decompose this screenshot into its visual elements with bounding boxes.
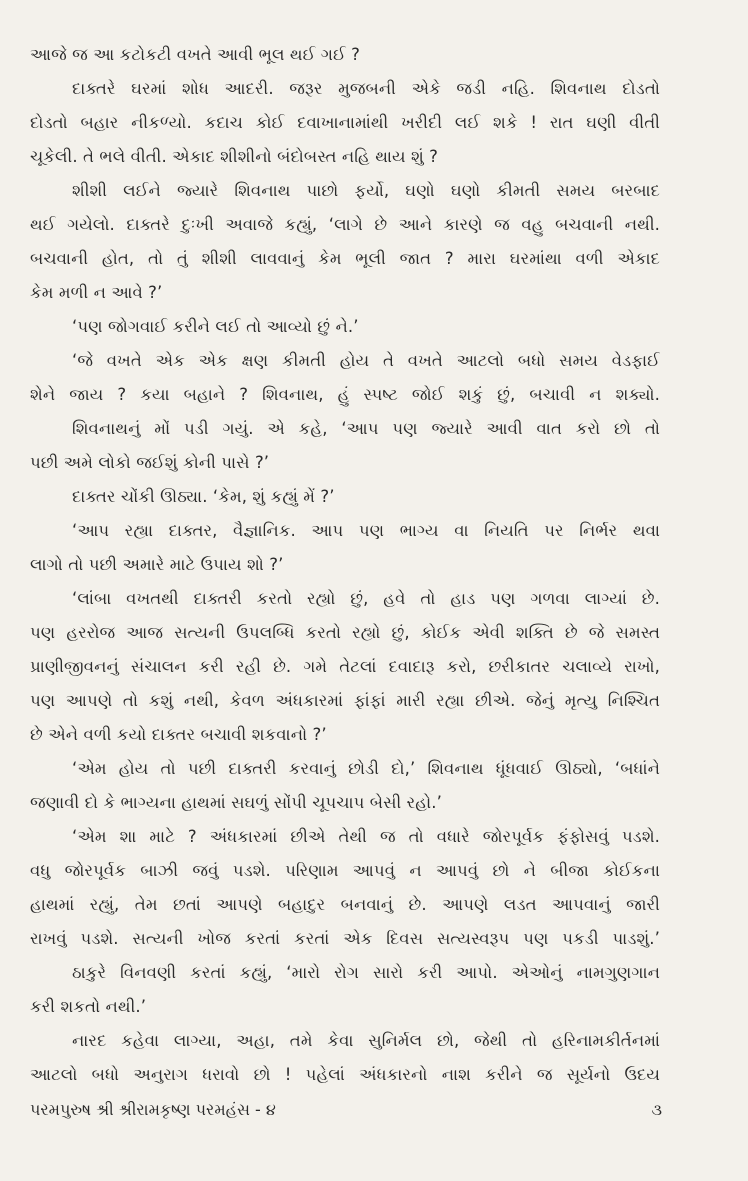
text-line: છે એને વળી કયો દાક્તર બચાવી શકવાનો ?’: [30, 725, 327, 744]
text-line: ‘એમ હોય તો પછી દાક્તરી કરવાનું છોડી દો,’ શિવનાથ ધૂંધવાઈ ઊઠ્યો, ‘બધાંને: [72, 759, 660, 778]
text-line: રાખવું પડશે. સત્યની ખોજ કરતાં કરતાં એક દિવસ સત્યસ્વરૂપ પણ પકડી પાડશું.’: [30, 929, 660, 948]
text-line: દાક્તર ચોંકી ઊઠ્યા. ‘કેમ, શું કહ્યું મેં ?’: [72, 487, 335, 506]
text-line: દોડતો બહાર નીકળ્યો. કદાચ કોઈ દવાખાનામાંથી ખરીદી લઈ શકે ! રાત ઘણી વીતી: [30, 113, 660, 132]
text-line: શેને જાય ? કયા બહાને ? શિવનાથ, હું સ્પષ્ટ જોઈ શકું છું, બચાવી ન શક્યો.: [30, 385, 660, 404]
text-line: પ્રાણીજીવનનું સંચાલન કરી રહી છે. ગમે તેટલાં દવાદારૂ કરો, છરીકાતર ચલાવ્યે રાખો,: [30, 657, 660, 676]
text-line: ‘જે વખતે એક એક ક્ષણ કીમતી હોય તે વખતે આટલો બધો સમય વેડફાઈ: [72, 351, 660, 370]
text-line: દાક્તરે ઘરમાં શોધ આદરી. જરૂર મુજબની એકે જડી નહિ. શિવનાથ દોડતો: [72, 79, 660, 98]
text-line: આજે જ આ કટોકટી વખતે આવી ભૂલ થઈ ગઈ ?: [30, 45, 361, 64]
text-line: ‘એમ શા માટે ? અંધકારમાં છીએ તેથી જ તો વધારે જોરપૂર્વક ફંફોસવું પડશે.: [72, 827, 660, 846]
text-line: ચૂકેલી. તે ભલે વીતી. એકાદ શીશીનો બંદોબસ્ત નહિ થાય શું ?: [30, 147, 438, 166]
page-footer: [30, 1095, 662, 1125]
text-line: થઈ ગયેલો. દાક્તરે દુઃખી અવાજે કહ્યું, ‘લાગે છે આને કારણે જ વહુ બચવાની નથી.: [30, 215, 660, 234]
text-line: શીશી લઈને જ્યારે શિવનાથ પાછો ફર્યો, ઘણો ઘણો કીમતી સમય બરબાદ: [72, 181, 660, 200]
text-line: જણાવી દો કે ભાગ્યના હાથમાં સઘળું સોંપી ચૂપચાપ બેસી રહો.’: [30, 793, 442, 812]
page-number: ૩: [651, 1100, 662, 1119]
text-line: લાગો તો પછી અમારે માટે ઉપાય શો ?’: [30, 555, 284, 574]
running-title: પરમપુરુષ શ્રી શ્રીરામકૃષ્ણ પરમહંસ - ૪: [30, 1100, 276, 1119]
text-line: કરી શકતો નથી.’: [30, 997, 147, 1016]
text-line: પણ આપણે તો કશું નથી, કેવળ અંધકારમાં ફાંફાં મારી રહ્યા છીએ. જેનું મૃત્યુ નિશ્ચિત: [30, 691, 660, 710]
text-line: ઠાકુરે વિનવણી કરતાં કહ્યું, ‘મારો રોગ સારો કરી આપો. એઓનું નામગુણગાન: [72, 963, 660, 982]
text-line: ‘લાંબા વખતથી દાક્તરી કરતો રહ્યો છું, હવે તો હાડ પણ ગળવા લાગ્યાં છે.: [72, 589, 660, 608]
text-line: વધુ જોરપૂર્વક બાઝી જવું પડશે. પરિણામ આપવું ન આપવું છો ને બીજા કોઈકના: [30, 861, 660, 880]
text-line: હાથમાં રહ્યું, તેમ છતાં આપણે બહાદુર બનવાનું છે. આપણે લડત આપવાનું જારી: [30, 895, 660, 914]
page-body-text: [30, 38, 660, 1092]
text-line: કેમ મળી ન આવે ?’: [30, 283, 163, 302]
text-line: ‘પણ જોગવાઈ કરીને લઈ તો આવ્યો છું ને.’: [72, 317, 359, 336]
text-line: આટલો બધો અનુરાગ ધરાવો છો ! પહેલાં અંધકારનો નાશ કરીને જ સૂર્યનો ઉદય: [30, 1065, 660, 1084]
text-line: બચવાની હોત, તો તું શીશી લાવવાનું કેમ ભૂલી જાત ? મારા ઘરમાંથા વળી એકાદ: [30, 249, 660, 268]
text-line: ‘આપ રહ્યા દાક્તર, વૈજ્ઞાનિક. આપ પણ ભાગ્ય વા નિયતિ પર નિર્ભર થવા: [72, 521, 660, 540]
text-line: પછી અમે લોકો જઈશું કોની પાસે ?’: [30, 453, 270, 472]
text-line: નારદ કહેવા લાગ્યા, અહા, તમે કેવા સુનિર્મલ છો, જેથી તો હરિનામકીર્તનમાં: [72, 1031, 660, 1050]
text-line: શિવનાથનું મોં પડી ગયું. એ કહે, ‘આપ પણ જ્યારે આવી વાત કરો છો તો: [72, 419, 660, 438]
text-line: પણ હરરોજ આજ સત્યની ઉપલબ્ધિ કરતો રહ્યો છું, કોઈક એવી શક્તિ છે જે સમસ્ત: [30, 623, 660, 642]
